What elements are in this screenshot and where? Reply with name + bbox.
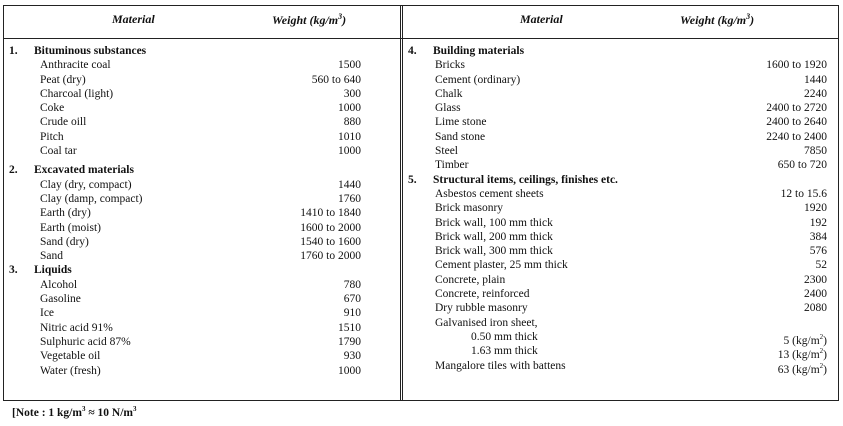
table-row [403, 230, 840, 244]
section-title: Liquids [34, 264, 72, 277]
weight-value: 1510 [338, 321, 361, 334]
weight-value: 1540 to 1600 [300, 235, 361, 248]
weight-value: 1600 to 2000 [300, 221, 361, 234]
weight-value: 63 $(kg/m^2)$ [777, 361, 827, 376]
table-row [4, 206, 400, 220]
material-name: Sand [40, 250, 63, 263]
table-row [4, 221, 400, 235]
material-name: Brick wall, 300 mm thick [435, 245, 553, 258]
weight-value: 1410 to 1840 [300, 207, 361, 220]
material-name: Mangalore tiles with battens [435, 359, 566, 372]
table-row [4, 235, 400, 249]
weight-value: 2240 [804, 87, 827, 100]
weight-value: 1000 [338, 102, 361, 115]
table-row [403, 344, 840, 362]
weight-value: 930 [343, 350, 361, 363]
material-name: Brick masonry [435, 202, 504, 215]
weight-value: 5 $(kg/m^2)$ [783, 332, 827, 347]
weight-value: 2240 to 2400 [766, 130, 827, 143]
section-number: 5. [408, 173, 417, 186]
material-weight-table [3, 5, 839, 401]
table-row [4, 115, 400, 129]
left-column [4, 44, 400, 378]
table-row [403, 244, 840, 258]
table-row [4, 349, 400, 363]
table-row [4, 58, 400, 72]
weight-value: 1000 [338, 145, 361, 158]
weight-value: 1500 [338, 59, 361, 72]
table-row [403, 187, 840, 201]
material-name: Earth (dry) [40, 207, 91, 220]
table-row [4, 306, 400, 320]
material-name: Coal tar [40, 145, 77, 158]
material-name: Ice [40, 307, 55, 320]
table-row [4, 278, 400, 292]
material-name: Lime stone [435, 116, 487, 129]
material-name: Bricks [435, 59, 466, 72]
table-row [403, 87, 840, 101]
table-row [403, 73, 840, 87]
weight-value: 650 to 720 [777, 159, 827, 172]
section-header [403, 44, 840, 58]
material-name: Concrete, reinforced [435, 288, 530, 301]
table-row [403, 301, 840, 315]
material-name: Concrete, plain [435, 273, 506, 286]
weight-value: 2080 [804, 302, 827, 315]
table-row [4, 87, 400, 101]
material-name: 1.63 mm thick [471, 345, 538, 358]
material-name: Steel [435, 145, 458, 158]
table-row [403, 287, 840, 301]
weight-value: 1760 [338, 192, 361, 205]
table-row [4, 130, 400, 144]
material-name: Glass [435, 102, 461, 115]
table-row [4, 249, 400, 263]
material-name: Asbestos cement sheets [435, 187, 544, 200]
table-row [4, 364, 400, 378]
weight-value: 2400 [804, 288, 827, 301]
material-name: Sulphuric acid 87% [40, 335, 131, 348]
weight-value: 192 [809, 216, 827, 229]
material-name: Sand stone [435, 130, 486, 143]
weight-value: 780 [343, 278, 361, 291]
material-name: Clay (dry, compact) [40, 178, 132, 191]
header-material-left: Material [112, 12, 155, 26]
section-header [403, 173, 840, 187]
weight-value: 1920 [804, 202, 827, 215]
material-name: Galvanised iron sheet, [435, 316, 538, 329]
table-row [4, 101, 400, 115]
material-name: Brick wall, 200 mm thick [435, 230, 553, 243]
weight-value: 1440 [804, 73, 827, 86]
material-name: Earth (moist) [40, 221, 101, 234]
section-title: Structural items, ceilings, finishes etc. [433, 173, 618, 186]
material-name: Sand (dry) [40, 235, 89, 248]
weight-value: 12 to 15.6 [780, 187, 827, 200]
material-name: Dry rubble masonry [435, 302, 528, 315]
table-row [403, 130, 840, 144]
weight-value: 13 $(kg/m^2)$ [777, 347, 827, 362]
table-row [403, 273, 840, 287]
material-name: Nitric acid 91% [40, 321, 113, 334]
section-title: Building materials [433, 45, 525, 57]
table-row [403, 144, 840, 158]
material-name: Coke [40, 102, 65, 115]
section-number: 1. [9, 45, 18, 57]
table-row [4, 321, 400, 335]
weight-value: 910 [343, 307, 361, 320]
material-name: Water (fresh) [40, 364, 101, 377]
section-number: 2. [9, 164, 18, 177]
material-name: Cement plaster, 25 mm thick [435, 259, 568, 272]
table-row [4, 335, 400, 349]
section-header [4, 44, 400, 58]
header-divider [4, 38, 838, 39]
header-weight-left: Weight $(kg/m^3)$ [272, 12, 347, 27]
table-row [403, 58, 840, 72]
material-name: 0.50 mm thick [471, 330, 538, 343]
table-row [4, 192, 400, 206]
weight-value: 1010 [338, 130, 361, 143]
table-row [403, 359, 840, 376]
weight-value: 2400 to 2640 [766, 116, 827, 129]
weight-value: 1000 [338, 364, 361, 377]
section-title: Bituminous substances [34, 45, 147, 57]
material-name: Anthracite coal [40, 59, 111, 72]
weight-value: 7850 [804, 145, 827, 158]
material-name: Brick wall, 100 mm thick [435, 216, 553, 229]
table-row [4, 292, 400, 306]
weight-value: 384 [809, 230, 827, 243]
footnote: [Note : 1 $kg/m^3 \approx 10$ $N/m^3$ [12, 405, 137, 419]
material-name: Cement (ordinary) [435, 73, 521, 86]
weight-value: 2400 to 2720 [766, 102, 827, 115]
weight-value: 2300 [804, 273, 827, 286]
weight-value: 576 [809, 245, 827, 258]
table-row [403, 201, 840, 215]
weight-value: 1790 [338, 335, 361, 348]
weight-value: 300 [343, 87, 361, 100]
weight-value: 880 [343, 116, 361, 129]
header-material-right: Material [520, 12, 563, 26]
material-name: Timber [435, 159, 469, 172]
section-header [4, 263, 400, 277]
table-row [4, 73, 400, 87]
material-name: Crude oill [40, 116, 87, 129]
weight-value: 1440 [338, 178, 361, 191]
section-header [4, 163, 400, 177]
section-number: 3. [9, 264, 18, 277]
right-column [403, 44, 840, 376]
table-row [4, 178, 400, 192]
table-row [403, 216, 840, 230]
weight-value: 1760 to 2000 [300, 250, 361, 263]
table-row [403, 101, 840, 115]
table-row [403, 330, 840, 347]
material-name: Peat (dry) [40, 73, 86, 86]
table-row [4, 144, 400, 158]
weight-value: 1600 to 1920 [766, 59, 827, 72]
material-name: Gasoline [40, 293, 81, 306]
material-name: Charcoal (light) [40, 87, 114, 100]
header-weight-right: Weight $(kg/m^3)$ [680, 12, 755, 27]
material-name: Chalk [435, 87, 463, 100]
weight-value: 560 to 640 [311, 73, 361, 86]
material-name: Clay (damp, compact) [40, 192, 143, 205]
section-title: Excavated materials [34, 164, 134, 177]
table-row [403, 316, 840, 330]
weight-value: 670 [343, 293, 361, 306]
material-name: Vegetable oil [40, 350, 101, 363]
section-number: 4. [408, 45, 417, 57]
material-name: Pitch [40, 130, 64, 143]
table-row [403, 115, 840, 129]
weight-value: 52 [815, 259, 827, 272]
table-row [403, 258, 840, 272]
table-row [403, 158, 840, 172]
material-name: Alcohol [40, 278, 78, 291]
